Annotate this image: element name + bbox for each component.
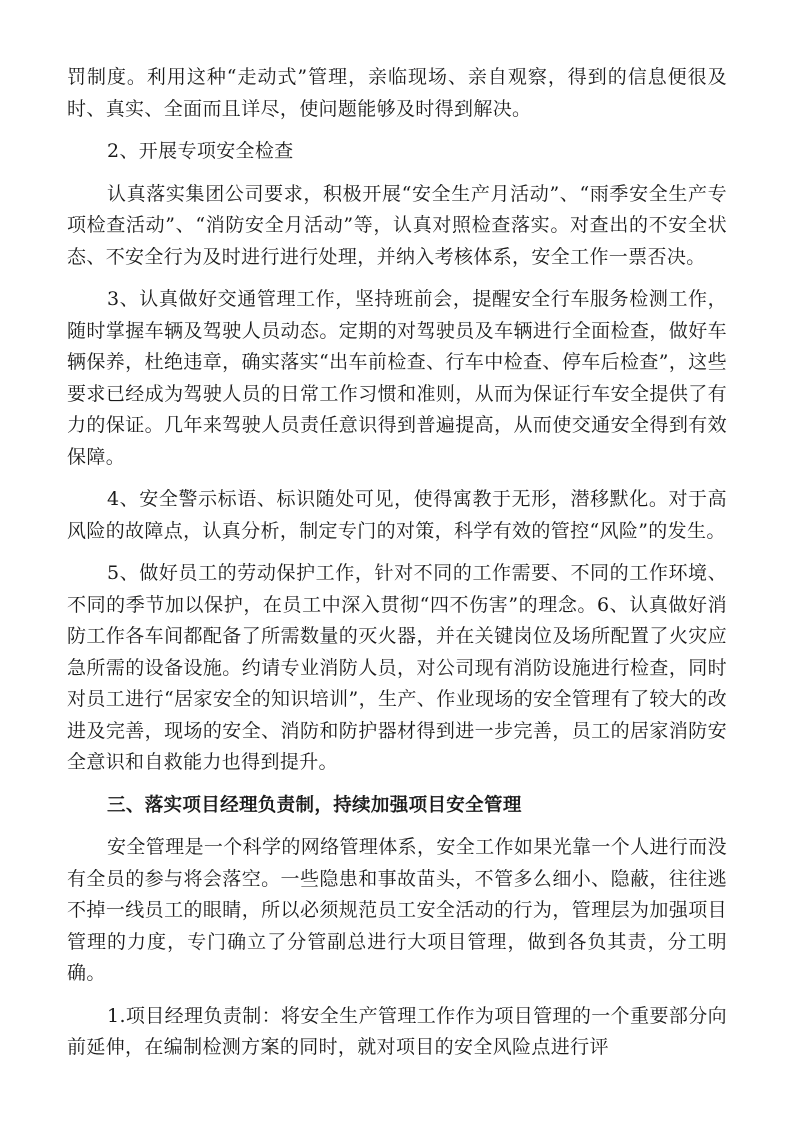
- paragraph-continuation: 罚制度。利用这种“走动式”管理，亲临现场、亲自观察，得到的信息便很及时、真实、全面而且详尽，使问题能够及时得到解决。: [67, 66, 727, 120]
- paragraph-safety-network: 安全管理是一个科学的网络管理体系，安全工作如果光靠一个人进行而没有全员的参与将会落空。一些隐患和事故苗头，不管多么细小、隐蔽，往往逃不掉一线员工的眼睛，所以必须规范员工安全活动的行为，管理层为加强项目管理的力度，专门确立了分管副总进行大项目管理，做到各负其责，分工明确。: [67, 836, 727, 984]
- paragraph-project-manager-responsibility: 1.项目经理负责制：将安全生产管理工作作为项目管理的一个重要部分向前延伸，在编制检测方案的同时，就对项目的安全风险点进行评: [67, 1004, 727, 1058]
- paragraph-labor-protection-fire: 5、做好员工的劳动保护工作，针对不同的工作需要、不同的工作环境、不同的季节加以保护，在员工中深入贯彻“四不伤害”的理念。6、认真做好消防工作各车间都配备了所需数量的灭火器，并在关键岗位及场所配置了火灾应急所需的设备设施。约请专业消防人员，对公司现有消防设施进行检查，同时对员工进行“居家安全的知识培训”，生产、作业现场的安全管理有了较大的改进及完善，现场的安全、消防和防护器材得到进一步完善，员工的居家消防安全意识和自救能力也得到提升。: [67, 562, 727, 773]
- paragraph-traffic-management: 3、认真做好交通管理工作，坚持班前会，提醒安全行车服务检测工作，随时掌握车辆及驾驶人员动态。定期的对驾驶员及车辆进行全面检查，做好车辆保养，杜绝违章，确实落实“出车前检查、行车中检查、停车后检查”，这些要求已经成为驾驶人员的日常工作习惯和准则，从而为保证行车安全提供了有力的保证。几年来驾驶人员责任意识得到普遍提高，从而使交通安全得到有效保障。: [67, 288, 727, 468]
- section-heading-project-manager: 三、落实项目经理负责制，持续加强项目安全管理: [107, 794, 522, 816]
- paragraph-warning-signs: 4、安全警示标语、标识随处可见，使得寓教于无形，潜移默化。对于高风险的故障点，认真分析，制定专门的对策，科学有效的管控“风险”的发生。: [67, 488, 727, 542]
- section-subheading-special-inspection: 2、开展专项安全检查: [107, 140, 294, 162]
- document-body: [67, 62, 727, 1075]
- paragraph-inspection-activities: 认真落实集团公司要求，积极开展“安全生产月活动”、“雨季安全生产专项检查活动”、“消防安全月活动”等，认真对照检查落实。对查出的不安全状态、不安全行为及时进行进行处理，并纳入考核体系，安全工作一票否决。: [67, 182, 727, 268]
